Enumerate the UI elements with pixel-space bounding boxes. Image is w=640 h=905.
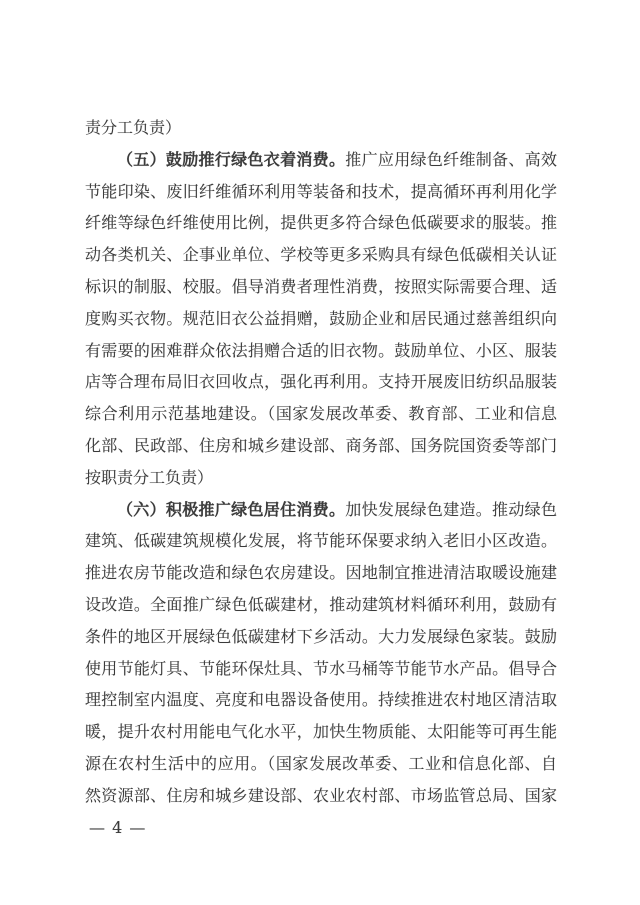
text-line <box>85 589 557 621</box>
text-line <box>85 653 557 685</box>
text-line <box>85 525 557 557</box>
body-text: 有需要的困难群众依法捐赠合适的旧衣物。鼓励单位、小区、服装 <box>85 340 557 360</box>
text-line <box>85 271 557 303</box>
text-line <box>85 335 557 367</box>
text-line <box>85 684 557 716</box>
text-line <box>85 430 557 462</box>
body-text: 加快发展绿色建造。推动绿色 <box>345 499 557 519</box>
section-heading-text: （五）鼓励推行绿色衣着消费。 <box>117 149 346 169</box>
body-text: 推进农房节能改造和绿色农房建设。因地制宜推进清洁取暖设施建 <box>85 563 557 583</box>
text-line <box>85 494 557 526</box>
text-line <box>85 112 557 144</box>
document-body <box>85 112 557 843</box>
document-lines <box>85 112 557 812</box>
body-text: 建筑、低碳建筑规模化发展，将节能环保要求纳入老旧小区改造。 <box>85 531 557 551</box>
body-text: 综合利用示范基地建设。（国家发展改革委、教育部、工业和信息 <box>85 404 557 424</box>
body-text: 纤维等绿色纤维使用比例，提供更多符合绿色低碳要求的服装。推 <box>85 213 557 233</box>
text-line <box>85 398 557 430</box>
body-text: 推广应用绿色纤维制备、高效 <box>345 149 557 169</box>
text-line <box>85 621 557 653</box>
body-text: 责分工负责） <box>85 118 182 137</box>
body-text: 条件的地区开展绿色低碳建材下乡活动。大力发展绿色家装。鼓励 <box>85 626 557 646</box>
body-text: 使用节能灯具、节能环保灶具、节水马桶等节能节水产品。倡导合 <box>85 658 557 678</box>
section-heading-text: （六）积极推广绿色居住消费。 <box>117 499 346 519</box>
body-text: 源在农村生活中的应用。（国家发展改革委、工业和信息化部、自 <box>85 753 557 773</box>
text-line <box>85 557 557 589</box>
text-line <box>85 748 557 780</box>
body-text: 化部、民政部、住房和城乡建设部、商务部、国务院国资委等部门 <box>85 435 557 455</box>
text-line <box>85 462 557 494</box>
text-line <box>85 144 557 176</box>
text-line <box>85 716 557 748</box>
body-text: 按职责分工负责） <box>85 467 214 487</box>
text-line <box>85 366 557 398</box>
body-text: 度购买衣物。规范旧衣公益捐赠，鼓励企业和居民通过慈善组织向 <box>85 308 557 328</box>
text-line <box>85 207 557 239</box>
page-number: — 4 — <box>89 817 147 837</box>
body-text: 标识的制服、校服。倡导消费者理性消费，按照实际需要合理、适 <box>85 276 557 296</box>
body-text: 暖，提升农村用能电气化水平，加快生物质能、太阳能等可再生能 <box>85 722 557 742</box>
body-text: 动各类机关、企事业单位、学校等更多采购具有绿色低碳相关认证 <box>85 245 557 265</box>
text-line <box>85 239 557 271</box>
body-text: 节能印染、废旧纤维循环利用等装备和技术，提高循环再利用化学 <box>85 181 557 201</box>
body-text: 店等合理布局旧衣回收点，强化再利用。支持开展废旧纺织品服装 <box>85 372 557 392</box>
text-line <box>85 780 557 812</box>
body-text: 然资源部、住房和城乡建设部、农业农村部、市场监管总局、国家 <box>85 785 557 805</box>
text-line <box>85 303 557 335</box>
body-text: 设改造。全面推广绿色低碳建材，推动建筑材料循环利用，鼓励有 <box>85 594 557 614</box>
body-text: 理控制室内温度、亮度和电器设备使用。持续推进农村地区清洁取 <box>85 690 557 710</box>
text-line <box>85 176 557 208</box>
